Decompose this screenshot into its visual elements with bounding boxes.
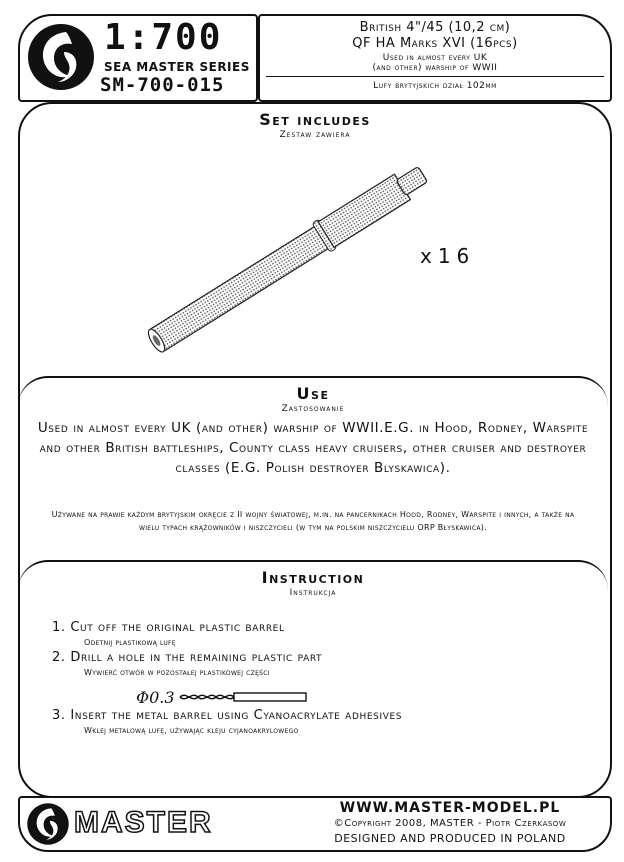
step-1-polish: Odetnij plastikową lufę	[84, 638, 176, 647]
step-number: 3.	[52, 708, 66, 723]
quantity-label: x16	[420, 244, 476, 268]
gun-barrel-illustration	[120, 156, 460, 356]
footer-logo-icon	[26, 802, 70, 846]
footer-panel	[18, 796, 612, 852]
use-heading: Use	[296, 384, 330, 403]
step-number: 1.	[52, 620, 66, 635]
brand-wordmark: MASTER	[74, 806, 213, 839]
main-panel	[18, 102, 612, 798]
drill-bit-icon	[178, 690, 310, 704]
product-code: SM-700-015	[100, 74, 225, 96]
copyright-line: ©Copyright 2008, MASTER - Piotr Czerkasow	[333, 818, 567, 829]
step-1	[52, 620, 285, 635]
step-2-polish: Wywierć otwór w pozostałej plastikowej części	[84, 668, 270, 677]
title-line-1: British 4"/45 (10,2 cm)	[359, 20, 511, 35]
instruction-subheading: Instrukcja	[289, 588, 337, 598]
title-line-2: QF HA Marks XVI (16pcs)	[352, 36, 518, 51]
set-includes-subheading: Zestaw zawiera	[279, 130, 351, 140]
step-text: Drill a hole in the remaining plastic part	[70, 650, 323, 665]
step-3-polish: Wklej metalową lufę, używając kleju cyjanoakrylowego	[84, 726, 299, 735]
step-text: Insert the metal barrel using Cyanoacrylate adhesives	[70, 708, 403, 723]
use-text-polish: Używane na prawie każdym brytyjskim okręcie z II wojny światowej, m.in. na pancernikach Hood, Rodney, Warspite i innych, a także na wielu typach krążowników i niszczycieli (w tym na polskim niszczycielu ORP Błyskawica).	[51, 510, 575, 532]
header-logo-panel	[18, 14, 258, 102]
title-line-4: (and other) warship of WWII	[372, 63, 498, 73]
use-subheading: Zastosowanie	[281, 404, 345, 414]
designed-produced-line: DESIGNED AND PRODUCED IN POLAND	[334, 832, 566, 845]
footer-brand	[74, 806, 213, 840]
drill-size-label: Φ0.3	[136, 688, 175, 707]
use-text-english: Used in almost every UK (and other) warship of WWII.E.G. in Hood, Rodney, Warspite and other British battleships, County class heavy cruisers, other cruiser and destroyer classes (E.G. Polish destroyer Blyskawica).	[37, 420, 589, 476]
instruction-heading: Instruction	[261, 568, 365, 587]
master-logo-icon	[26, 22, 96, 92]
header-title-panel	[258, 14, 612, 102]
series-label: SEA MASTER SERIES	[104, 60, 250, 74]
set-includes-heading: Set includes	[259, 110, 371, 129]
scale-label: 1:700	[104, 17, 223, 58]
polish-title: Lufy brytyjskich dział 102mm	[373, 81, 497, 91]
step-number: 2.	[52, 650, 66, 665]
step-text: Cut off the original plastic barrel	[70, 620, 285, 635]
title-line-3: Used in almost every UK	[382, 53, 488, 63]
website-url: WWW.MASTER-MODEL.PL	[339, 800, 561, 816]
step-2	[52, 650, 322, 665]
step-3	[52, 708, 402, 723]
instruction-section	[18, 560, 608, 798]
use-section	[18, 376, 608, 578]
header-divider	[266, 76, 604, 77]
